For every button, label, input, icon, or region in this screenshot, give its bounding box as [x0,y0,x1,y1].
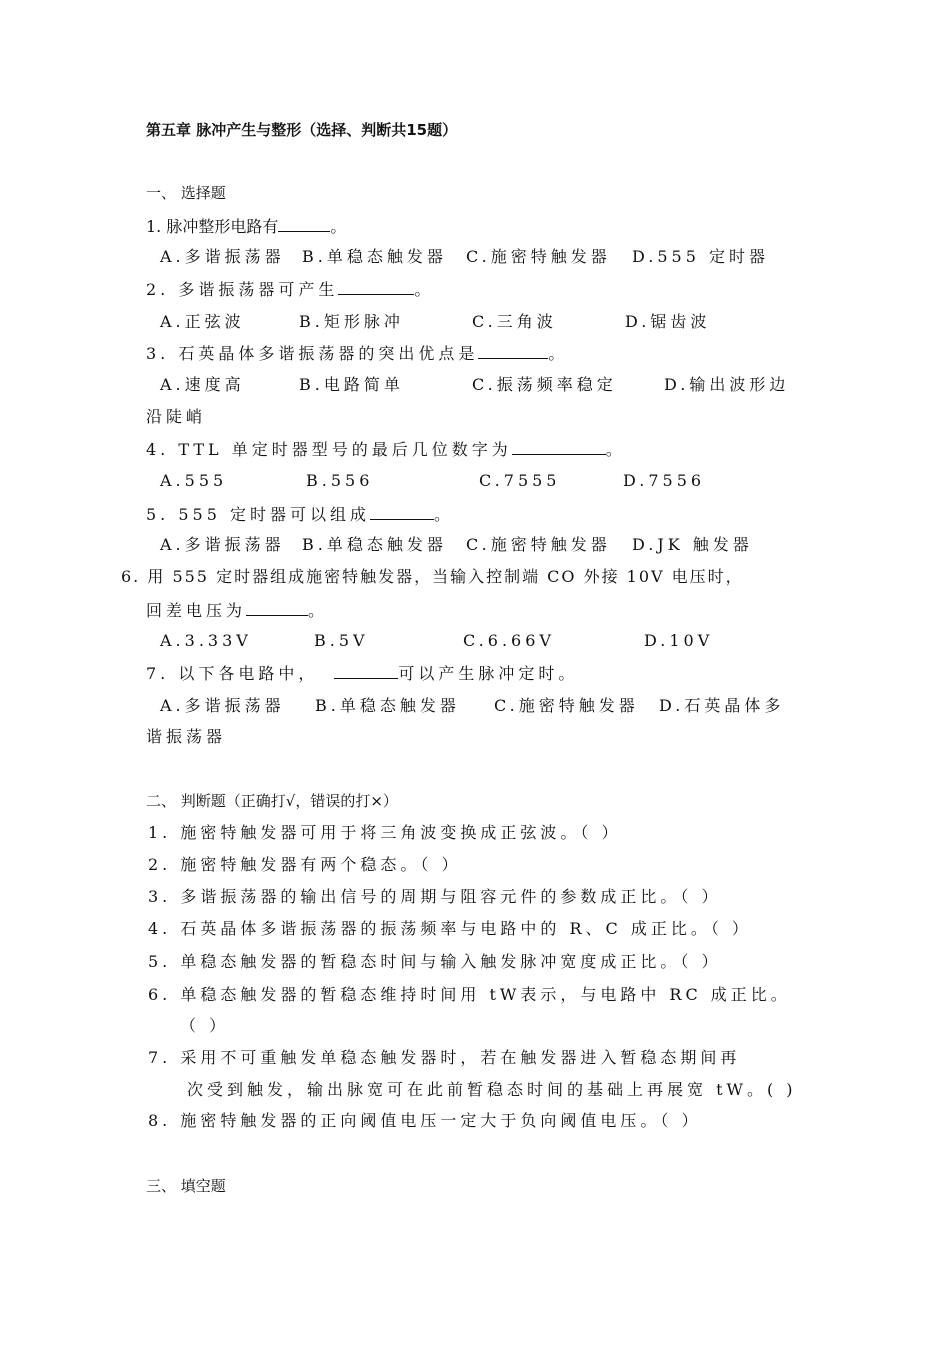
judgement-item: 7. 采用不可重触发单稳态触发器时，若在触发器进入暂稳态期间再 [148,1048,741,1067]
option: C.三角波 [472,312,557,331]
answer-blank [478,343,548,359]
option: C.6.66V [463,631,555,650]
answer-blank [334,663,398,679]
judgement-item: 3. 多谐振荡器的输出信号的周期与阻容元件的参数成正比。（ ） [148,887,722,906]
question-1-stem: 1. 脉冲整形电路有 [146,217,279,236]
option: A.正弦波 [160,312,245,331]
option: C.7555 [479,471,561,490]
judgement-item: 1. 施密特触发器可用于将三角波变换成正弦波。（ ） [148,823,622,842]
question-3-continuation: 沿陡峭 [146,407,207,426]
option: A.多谐振荡器 [160,247,285,266]
judgement-item-continuation: （ ） [180,1016,230,1035]
option: B.5V [314,631,369,650]
question-2: 2. 多谐振荡器可产生 。 [146,280,435,299]
option: B.单稳态触发器 [302,535,447,554]
option: D.JK 触发器 [632,535,753,554]
question-1: 1. 脉冲整形电路有 。 [146,217,347,236]
option: D.10V [644,631,714,650]
question-5-stem: 5. 555 定时器可以组成 [146,505,370,524]
judgement-item: 8. 施密特触发器的正向阈值电压一定大于负向阈值电压。（ ） [148,1111,702,1130]
option: D.输出波形边 [664,375,790,394]
option: B.矩形脉冲 [299,312,404,331]
option: D.7556 [623,471,706,490]
option: D.555 定时器 [632,247,769,266]
judgement-item: 6. 单稳态触发器的暂稳态维持时间用 tW表示，与电路中 RC 成正比。 [148,985,791,1004]
question-7-stem: 7. 以下各电路中， [146,664,319,683]
answer-blank [338,279,414,295]
answer-blank [278,216,330,232]
judgement-item: 2. 施密特触发器有两个稳态。（ ） [148,855,462,874]
question-3: 3. 石英晶体多谐振荡器的突出优点是 。 [146,344,569,363]
option: C.施密特触发器 [494,696,639,715]
question-4: 4. TTL 单定时器型号的最后几位数字为 。 [146,440,626,459]
option: C.施密特触发器 [466,535,611,554]
option: A.3.33V [160,631,252,650]
question-6: 6. 用 555 定时器组成施密特触发器，当输入控制端 CO 外接 10V 电压时， [121,567,744,586]
option: D.石英晶体多 [659,696,785,715]
option: B.电路简单 [299,375,404,394]
question-7-continuation: 谐振荡器 [146,727,227,746]
section-heading-choice: 一、 选择题 [146,184,226,202]
option: A.多谐振荡器 [160,535,285,554]
question-6-continuation: 回差电压为 。 [146,601,329,620]
answer-blank [370,504,434,520]
option: B.单稳态触发器 [302,247,447,266]
question-5: 5. 555 定时器可以组成 。 [146,505,454,524]
judgement-item: 5. 单稳态触发器的暂稳态时间与输入触发脉冲宽度成正比。（ ） [148,952,722,971]
question-3-stem: 3. 石英晶体多谐振荡器的突出优点是 [146,344,479,363]
answer-blank [246,600,308,616]
page-title: 第五章 脉冲产生与整形（选择、判断共15题） [146,121,458,139]
option: D.锯齿波 [625,312,711,331]
option: B.单稳态触发器 [315,696,460,715]
option: A.多谐振荡器 [160,696,285,715]
option: A.555 [160,471,228,490]
question-7: 7. 以下各电路中， 可以产生脉冲定时。 [146,664,579,683]
option: C.振荡频率稳定 [472,375,617,394]
question-2-stem: 2. 多谐振荡器可产生 [146,280,339,299]
option: B.556 [306,471,374,490]
option: A.速度高 [160,375,245,394]
section-heading-judgement: 二、 判断题（正确打√，错误的打×） [146,792,398,810]
question-4-stem: 4. TTL 单定时器型号的最后几位数字为 [146,440,512,459]
section-heading-fill: 三、 填空题 [146,1177,226,1195]
option: C.施密特触发器 [466,247,611,266]
answer-blank [512,439,606,455]
judgement-item: 4. 石英晶体多谐振荡器的振荡频率与电路中的 R、C 成正比。（ ） [148,919,752,938]
judgement-item-continuation: 次受到触发，输出脉宽可在此前暂稳态时间的基础上再展宽 tW。( ) [187,1080,797,1099]
